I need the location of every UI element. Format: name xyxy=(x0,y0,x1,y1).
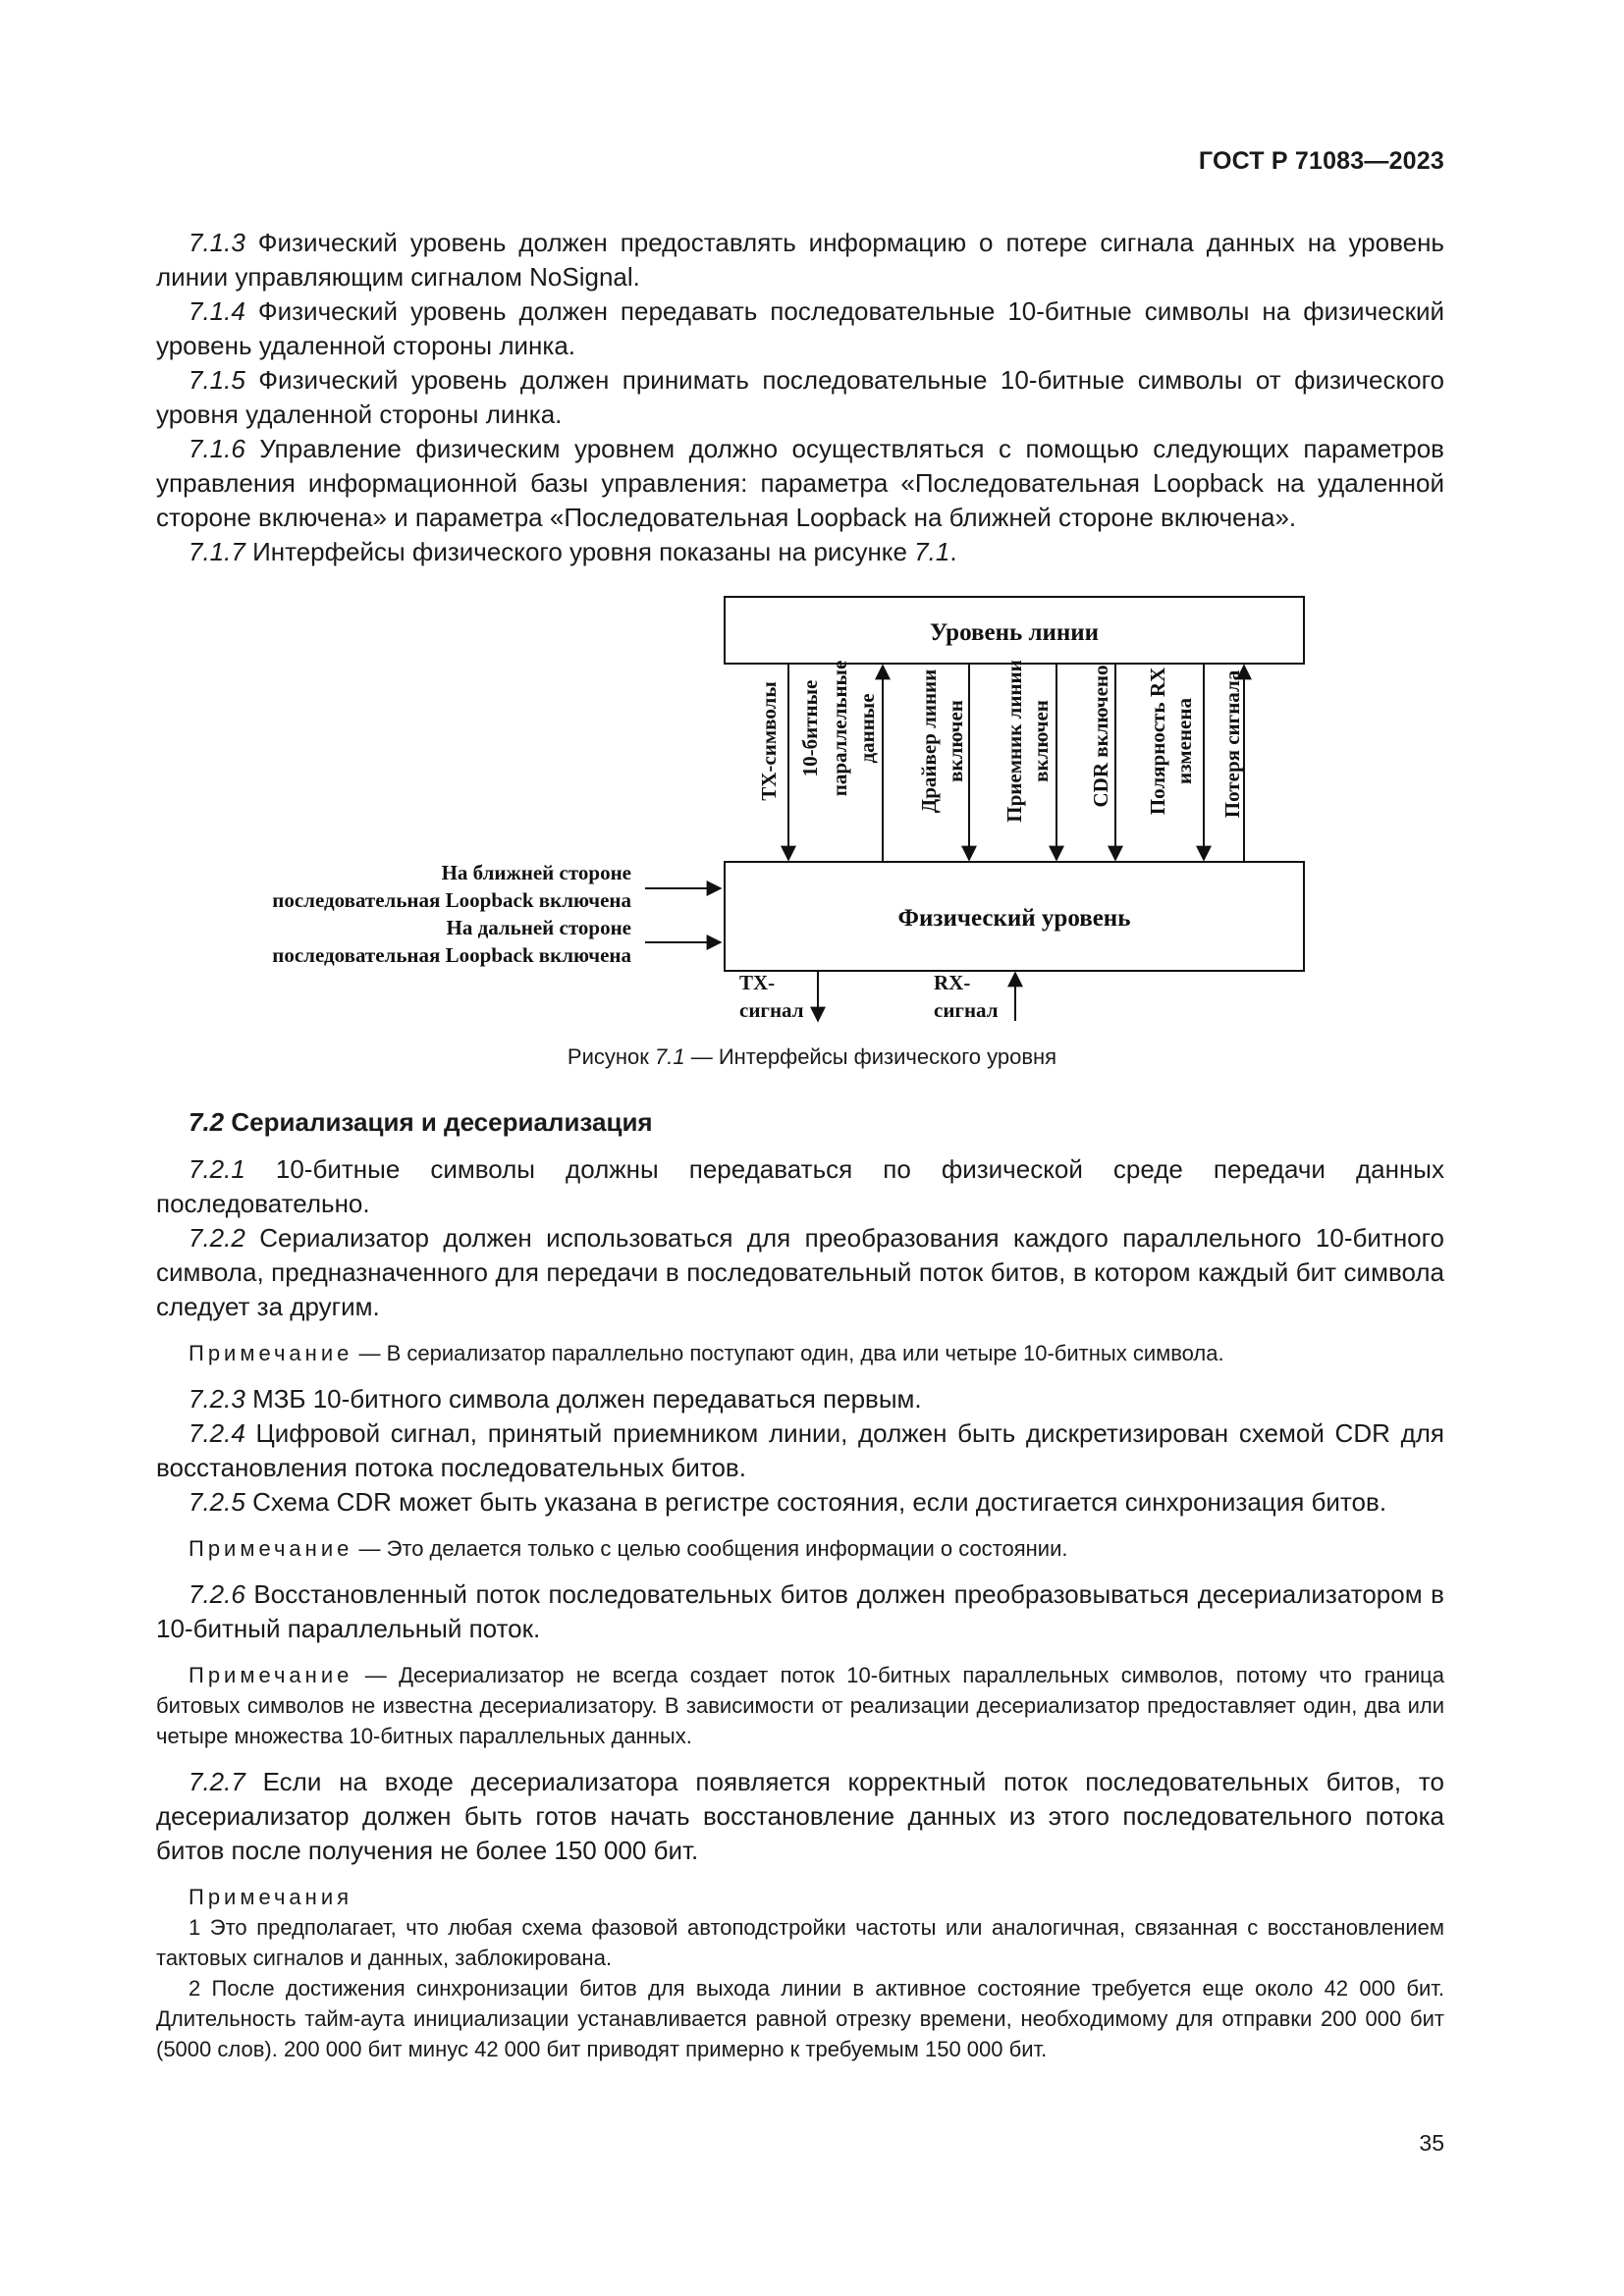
paragraph-7-2-1: 7.2.1 10-битные символы должны передаваться по физической среде передачи данных последовательно. xyxy=(156,1154,1444,1218)
rx-polarity-label-2: изменена xyxy=(1172,698,1196,784)
paragraph-7-2-7: 7.2.7 Если на входе десериализатора появляется корректный поток последовательных битов, то десериализатор должен быть готов начать восстановление данных из этого последовательного потока битов после получения не более 150 000 бит. xyxy=(156,1767,1444,1865)
physical-layer-label: Физический уровень xyxy=(897,905,1131,932)
paragraph-7-2-5: 7.2.5 Схема CDR может быть указана в регистре состояния, если достигается синхронизация битов. xyxy=(189,1487,1387,1517)
paragraph-7-1-4: 7.1.4 Физический уровень должен передавать последовательные 10-битные символы на физический уровень удаленной стороны линка. xyxy=(156,296,1444,360)
page-number: 35 xyxy=(1419,2130,1444,2156)
paragraph-7-1-3: 7.1.3 Физический уровень должен предоставлять информацию о потере сигнала данных на уровень линии управляющим сигналом NoSignal. xyxy=(156,228,1444,292)
far-loopback-label-1: На дальней стороне xyxy=(446,916,631,939)
paragraph-7-2-4: 7.2.4 Цифровой сигнал, принятый приемником линии, должен быть дискретизирован схемой CDR для восстановления потока последовательных битов. xyxy=(156,1418,1444,1482)
near-loopback-label-1: На ближней стороне xyxy=(441,861,631,884)
rx-signal-label-1: RX- xyxy=(934,971,971,994)
note-cdr-status: Примечание — Это делается только с целью сообщения информации о состоянии. xyxy=(189,1536,1068,1561)
paragraph-7-2-3: 7.2.3 МЗБ 10-битного символа должен передаваться первым. xyxy=(189,1384,922,1414)
parallel-data-label-3: данные xyxy=(855,693,879,764)
paragraph-7-1-7: 7.1.7 Интерфейсы физического уровня показаны на рисунке 7.1. xyxy=(189,537,957,566)
figure-caption: Рисунок 7.1 — Интерфейсы физического уровня xyxy=(567,1044,1057,1069)
tx-signal-label-1: TX- xyxy=(739,971,776,994)
paragraph-7-2-2: 7.2.2 Сериализатор должен использоваться для преобразования каждого параллельного 10-битного символа, предназначенного для передачи в последовательный поток битов, в котором каждый бит символа следует за другим. xyxy=(156,1223,1445,1321)
note-item-2: 2 После достижения синхронизации битов для выхода линии в активное состояние требуется еще около 42 000 бит. Длительность тайм-аута инициализации устанавливается равной отрезку времени, необходимому для отправки 200 000 бит (5000 слов). 200 000 бит минус 42 000 бит приводят примерно к требуемым 150 000 бит. xyxy=(156,1976,1444,2061)
rx-signal-label-2: сигнал xyxy=(934,998,999,1022)
paragraph-7-1-5: 7.1.5 Физический уровень должен принимать последовательные 10-битные символы от физического уровня удаленной стороны линка. xyxy=(156,365,1444,429)
far-loopback-label-2: последовательная Loopback включена xyxy=(272,943,631,967)
signal-loss-label: Потеря сигнала xyxy=(1220,669,1244,819)
notes-heading: Примечания xyxy=(189,1885,353,1909)
parallel-data-label-1: 10-битные xyxy=(798,679,822,777)
parallel-data-label-2: параллельные xyxy=(828,660,851,797)
receiver-enabled-label-2: включен xyxy=(1029,700,1053,782)
receiver-enabled-label-1: Приемник линии xyxy=(1002,660,1026,823)
cdr-enabled-label: CDR включено xyxy=(1089,665,1112,808)
note-serializer: Примечание — В сериализатор параллельно поступают один, два или четыре 10-битных символа. xyxy=(189,1341,1224,1365)
note-item-1: 1 Это предполагает, что любая схема фазовой автоподстройки частоты или аналогичная, связанная с восстановлением тактовых сигналов и данных, заблокирована. xyxy=(156,1915,1444,1970)
paragraph-7-1-6: 7.1.6 Управление физическим уровнем должно осуществляться с помощью следующих параметров управления информационной базы управления: параметра «Последовательная Loopback на удаленной стороне включена» и параметра «Последовательная Loopback на ближней стороне включена». xyxy=(156,434,1444,532)
figure-7-1-diagram xyxy=(0,0,1624,1041)
tx-signal-label-2: сигнал xyxy=(739,998,804,1022)
link-layer-label: Уровень линии xyxy=(929,619,1100,646)
paragraph-7-2-6: 7.2.6 Восстановленный поток последовательных битов должен преобразовываться десериализатором в 10-битный параллельный поток. xyxy=(156,1579,1444,1643)
note-deserializer: Примечание — Десериализатор не всегда создает поток 10-битных параллельных символов, потому что граница битовых символов не известна десериализатору. В зависимости от реализации десериализатор предоставляет один, два или четыре множества 10-битных параллельных данных. xyxy=(156,1663,1444,1748)
near-loopback-label-2: последовательная Loopback включена xyxy=(272,888,631,912)
document-header: ГОСТ Р 71083—2023 xyxy=(1198,147,1444,175)
section-7-2-heading: 7.2 Сериализация и десериализация xyxy=(189,1107,653,1137)
rx-polarity-label-1: Полярность RX xyxy=(1146,667,1169,816)
driver-enabled-label-2: включен xyxy=(944,700,967,782)
tx-symbols-label: ТХ-символы xyxy=(757,681,781,801)
driver-enabled-label-1: Драйвер линии xyxy=(917,668,941,814)
section-7-2-body xyxy=(156,1152,1444,2064)
